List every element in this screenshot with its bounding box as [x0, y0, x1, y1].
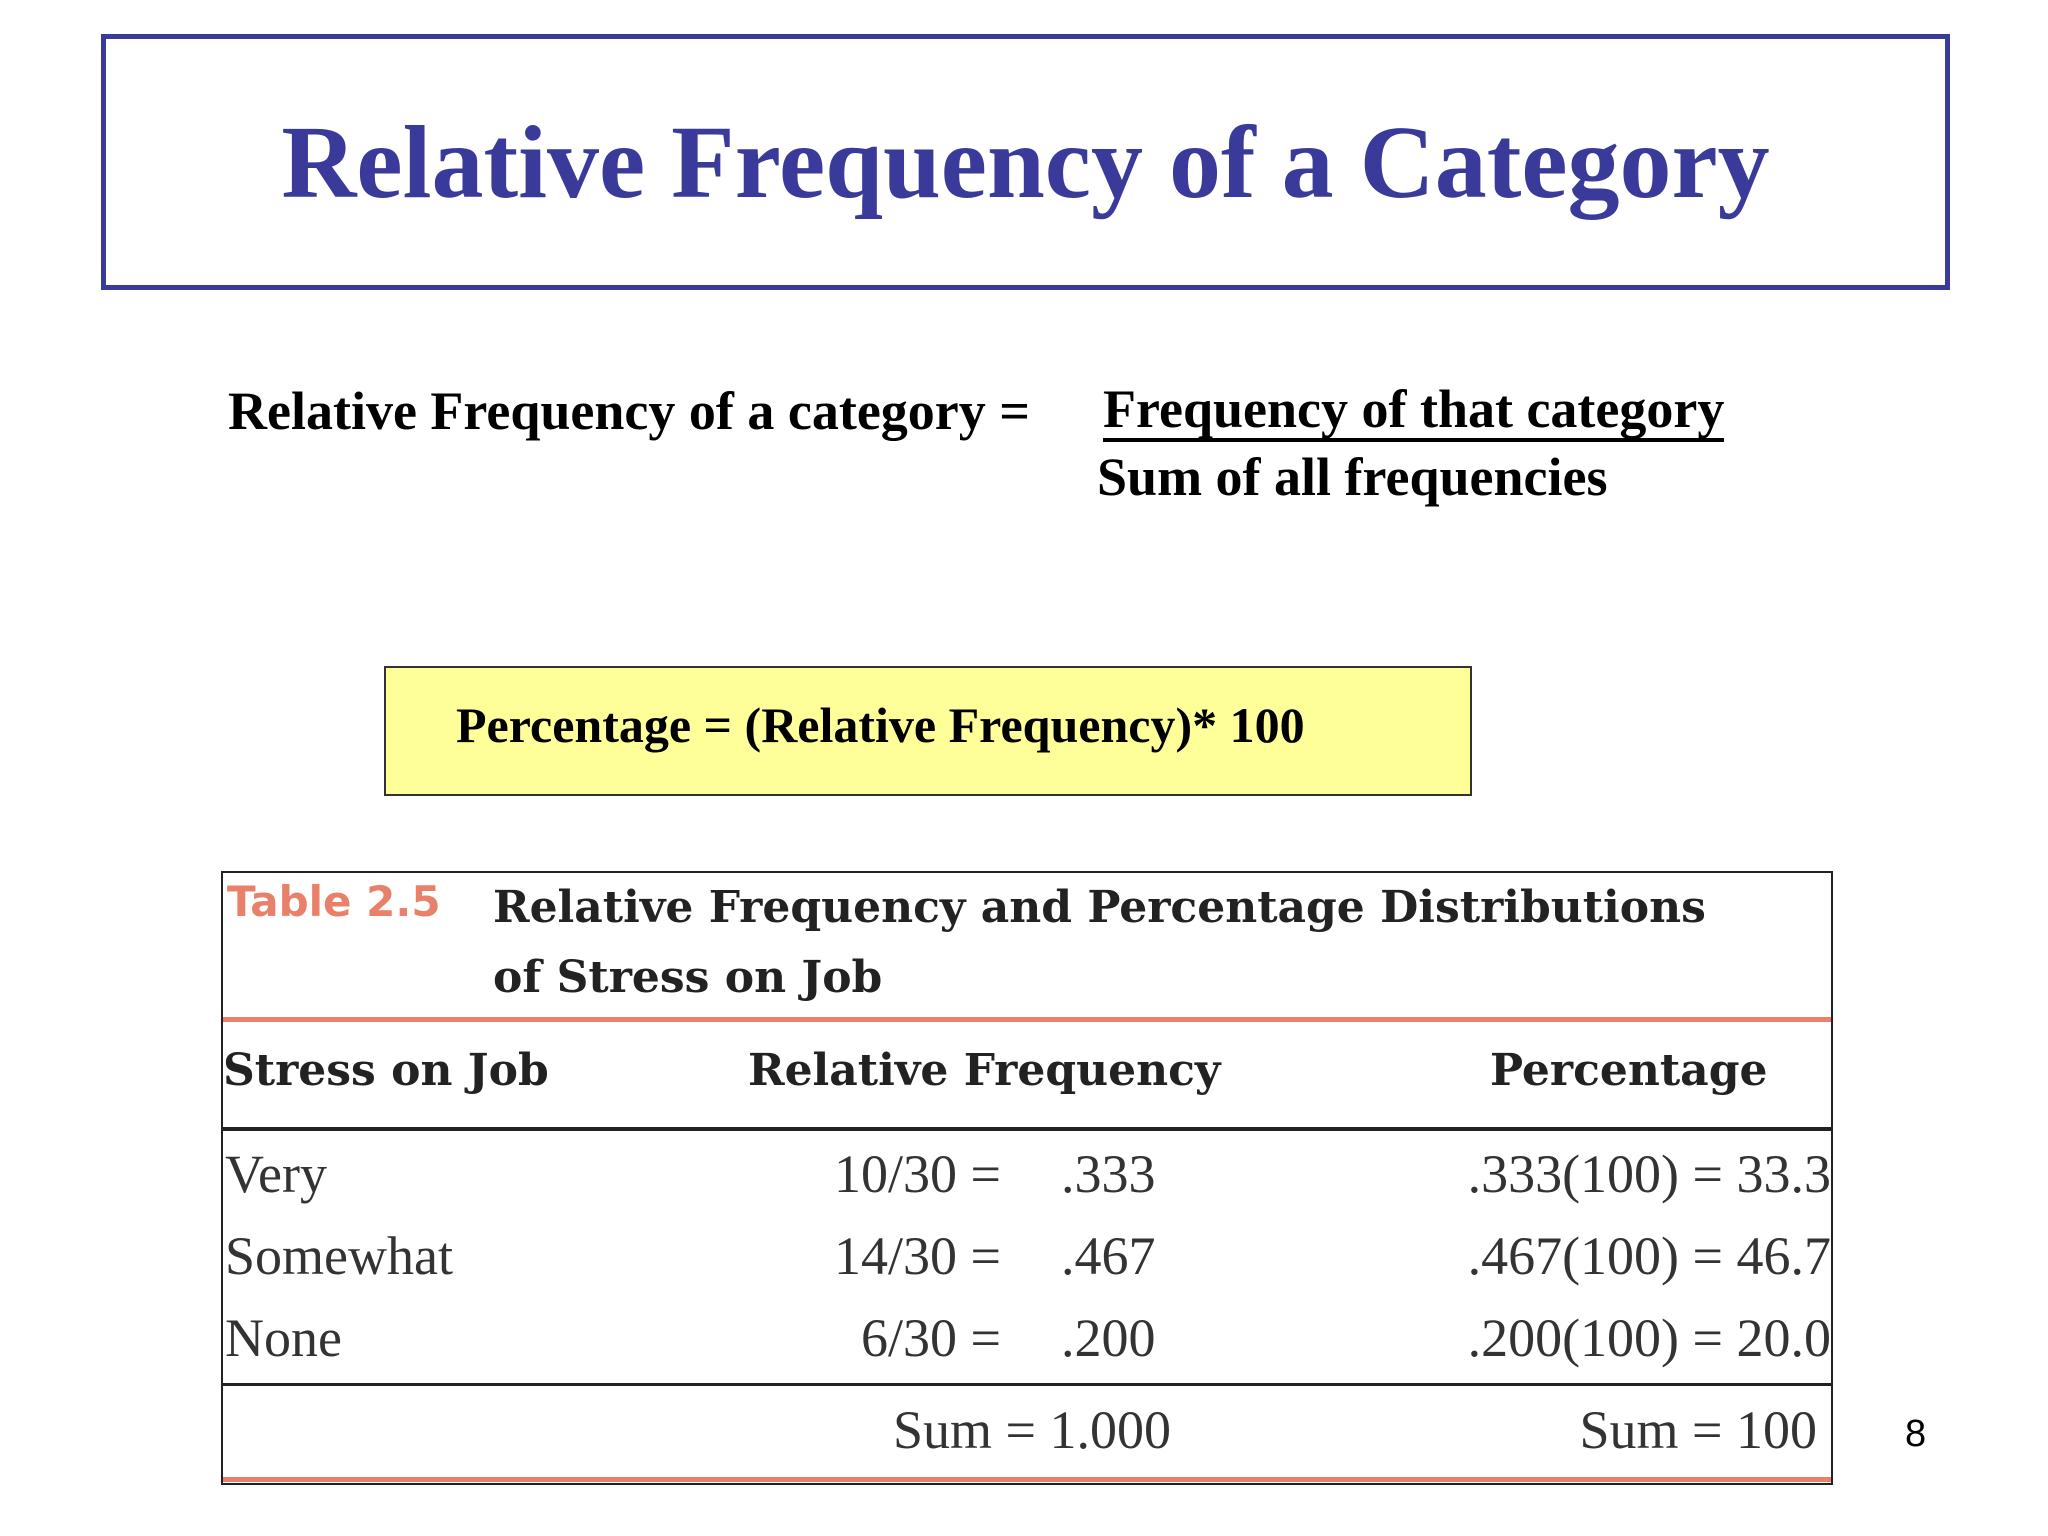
header-rule	[223, 1127, 1831, 1131]
row-category: Very	[225, 1144, 327, 1204]
sum-row	[223, 1399, 1831, 1481]
row-rel-freq-value: .200	[1061, 1308, 1156, 1368]
row-category: None	[225, 1308, 342, 1368]
table-image	[221, 871, 1833, 1485]
percentage-box	[384, 666, 1472, 796]
row-rel-freq-value: .467	[1061, 1226, 1156, 1286]
row-rel-freq-expr: 14/30 =	[834, 1226, 1001, 1286]
row-rel-freq-value: .333	[1061, 1144, 1156, 1204]
table-top-rule	[223, 1017, 1831, 1022]
sum-rule	[223, 1383, 1831, 1386]
percentage-formula: Percentage = (Relative Frequency)* 100	[456, 697, 1305, 753]
sum-percentage: Sum = 100	[1579, 1400, 1817, 1460]
sum-relative-frequency: Sum = 1.000	[893, 1400, 1171, 1460]
row-percentage: .467(100) = 46.7	[1467, 1226, 1831, 1286]
row-rel-freq-expr: 6/30 =	[861, 1308, 1001, 1368]
slide-title: Relative Frequency of a Category	[281, 104, 1770, 220]
table-row	[223, 1307, 1831, 1389]
table-row	[223, 1225, 1831, 1307]
table-title-line1: Relative Frequency and Percentage Distributions	[493, 882, 1706, 933]
table-number: Table 2.5	[227, 877, 441, 926]
row-percentage: .200(100) = 20.0	[1467, 1308, 1831, 1368]
header-relative-frequency: Relative Frequency	[748, 1045, 1221, 1096]
title-box	[101, 34, 1950, 290]
header-percentage: Percentage	[1490, 1045, 1768, 1096]
row-category: Somewhat	[225, 1226, 453, 1286]
table-bottom-rule	[223, 1477, 1831, 1482]
formula-numerator: Frequency of that category	[1103, 380, 1724, 442]
page-number: 8	[1905, 1413, 1927, 1455]
row-rel-freq-expr: 10/30 =	[834, 1144, 1001, 1204]
row-percentage: .333(100) = 33.3	[1467, 1144, 1831, 1204]
table-title-line2: of Stress on Job	[493, 952, 883, 1003]
header-stress-on-job: Stress on Job	[223, 1045, 549, 1096]
table-row	[223, 1143, 1831, 1225]
table-title	[493, 873, 1706, 1013]
formula-label: Relative Frequency of a category =	[228, 381, 1031, 441]
formula-denominator: Sum of all frequencies	[1097, 447, 1608, 507]
